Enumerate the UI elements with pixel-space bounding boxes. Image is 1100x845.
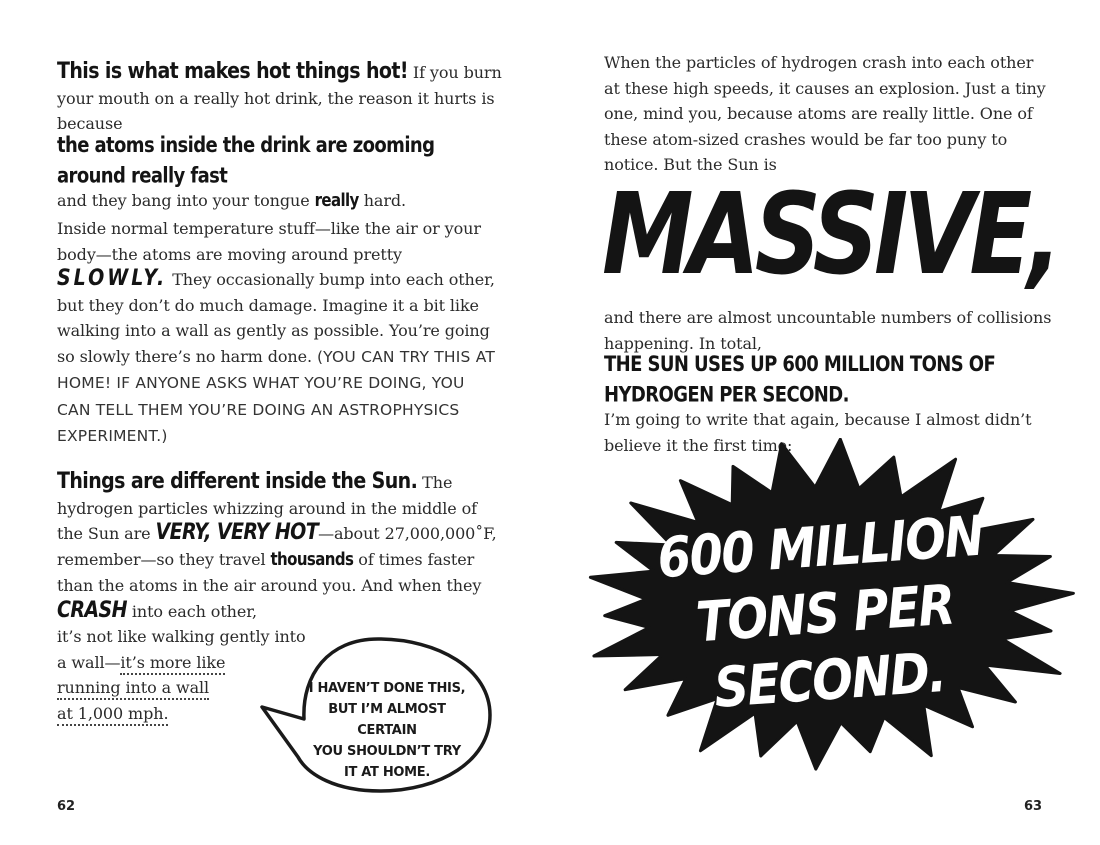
heading-hot-things: This is what makes hot things hot! <box>57 57 408 84</box>
emphasis-very-hot: VERY, VERY HOT <box>155 518 319 545</box>
text: The hydrogen particles whizzing around in the middle of the Sun are <box>57 473 477 543</box>
emphasis-slowly: SLOWLY. <box>57 264 168 291</box>
text: I’m going to write that again, because I almost didn’t believe it the first time: <box>604 410 1032 455</box>
paragraph-normal-temperature <box>57 216 502 450</box>
text: If you burn your mouth on a really hot drink, the reason it hurts is because <box>57 63 502 133</box>
page-number-right: 63 <box>1024 799 1043 814</box>
speech-bubble-text <box>302 678 472 783</box>
text: and they bang into your tongue <box>57 190 315 210</box>
bubble-line: YOU SHOULDN’T TRY <box>313 744 461 759</box>
page-number-left: 62 <box>57 799 76 814</box>
paragraph-collisions <box>604 305 1054 458</box>
starburst-text <box>604 499 1047 729</box>
text: They occasionally bump into each other, but they don’t do much damage. Imagine it a bit like walking into a wall as gently as possible. You’re going so slowly there’s no harm done. <box>57 270 495 366</box>
emphasis-crash: CRASH <box>57 596 127 623</box>
emphasis-really: really <box>314 188 359 211</box>
right-page <box>550 0 1100 845</box>
dotted-text: it’s more like <box>120 653 225 675</box>
starburst-line: SECOND. <box>712 640 948 721</box>
starburst-line: TONS PER <box>694 572 956 656</box>
text: of times faster than the atoms in the air around you. And when they <box>57 549 482 595</box>
text: Inside normal temperature stuff—like the air or your body—the atoms are moving around pretty <box>57 219 481 264</box>
text: a wall— <box>57 652 121 672</box>
text: and there are almost uncountable numbers of collisions happening. In total, <box>604 308 1052 353</box>
emphasis-atoms-zooming: the atoms inside the drink are zooming around really fast <box>57 132 435 188</box>
handwritten-aside: (YOU CAN TRY THIS AT HOME! IF ANYONE ASKS WHAT YOU’RE DOING, YOU CAN TELL THEM YOU’RE DOING AN ASTROPHYSICS EXPERIMENT.) <box>57 347 495 445</box>
bubble-line: BUT I’M ALMOST CERTAIN <box>328 702 446 738</box>
heading-inside-sun: Things are different inside the Sun. <box>57 467 418 494</box>
dotted-text: at 1,000 mph. <box>57 704 168 726</box>
text: —about 27,000,000˚F, remember—so they travel <box>57 524 497 569</box>
text: into each other, <box>126 601 258 621</box>
emphasis-thousands: thousands <box>270 547 354 570</box>
line: it’s not like walking gently into <box>57 627 306 646</box>
starburst-line: 600 MILLION <box>655 503 986 591</box>
paragraph-hot-things <box>57 57 502 214</box>
emphasis-sun-uses: THE SUN USES UP 600 MILLION TONS OF HYDROGEN PER SECOND. <box>604 351 996 407</box>
dotted-text: running into a wall <box>57 678 209 700</box>
bubble-line: IT AT HOME. <box>343 765 431 780</box>
bubble-line: I HAVEN’T DONE THIS, <box>308 681 466 696</box>
paragraph-particles-crash: When the particles of hydrogen crash into each other at these high speeds, it causes an explosion. Just a tiny one, mind you, because atoms are really little. One of these atom-sized crashes would be far too puny to notice. But the Sun is <box>604 53 1046 174</box>
display-word-massive: MASSIVE, <box>602 169 1058 300</box>
text: hard. <box>358 190 407 210</box>
